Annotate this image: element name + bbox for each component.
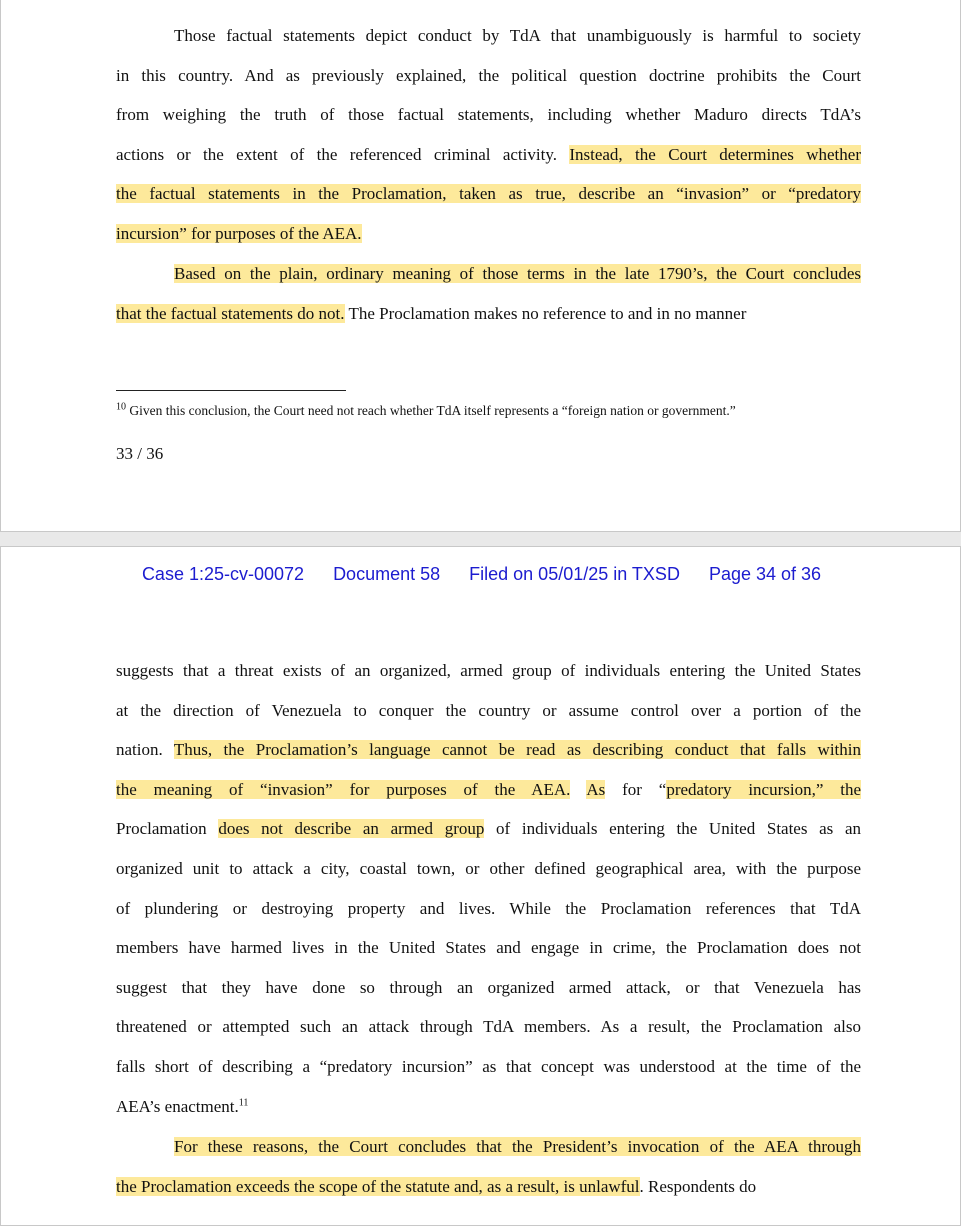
text-line <box>116 16 861 56</box>
highlighted-text: the Proclamation exceeds the scope of the statute and, as a result, is unlawful <box>116 1176 640 1196</box>
footnote-number: 10 <box>116 401 126 413</box>
page-number: 33 / 36 <box>116 444 164 463</box>
highlighted-text: that the factual statements do not. <box>116 303 345 323</box>
text-segment: at the direction of Venezuela to conquer the country or assume control over a portion of the <box>116 700 861 720</box>
text-segment: AEA’s enactment. <box>116 1096 239 1116</box>
text-line <box>116 1047 861 1087</box>
footnote-reference[interactable]: 11 <box>238 1096 249 1108</box>
text-segment: suggests that a threat exists of an organized, armed group of individuals entering the United States <box>116 661 861 680</box>
text-line <box>116 56 861 96</box>
text-segment: nation. <box>116 740 174 760</box>
text-line <box>116 1087 861 1127</box>
paragraph <box>116 651 861 1126</box>
text-line <box>116 691 861 731</box>
filed-date: Filed on 05/01/25 in TXSD <box>469 564 680 584</box>
text-line <box>116 809 861 849</box>
highlighted-text: Based on the plain, ordinary meaning of those terms in the late 1790’s, the Court concludes <box>174 264 861 283</box>
page-34 <box>0 546 961 1226</box>
highlighted-text: predatory incursion,” the <box>666 779 862 799</box>
text-line <box>116 968 861 1008</box>
case-header <box>1 564 961 585</box>
text-line <box>116 1007 861 1047</box>
text-line <box>116 651 861 691</box>
highlighted-text: Instead, the Court determines whether <box>569 144 861 164</box>
text-line <box>116 849 861 889</box>
highlighted-text: For these reasons, the Court concludes that the President’s invocation of the AEA through <box>174 1137 861 1156</box>
text-segment: of plundering or destroying property and lives. While the Proclamation references that TdA <box>116 898 861 918</box>
text-segment: in this country. And as previously explained, the political question doctrine prohibits the Court <box>116 65 861 85</box>
document-number: Document 58 <box>333 564 441 584</box>
text-segment: members have harmed lives in the United States and engage in crime, the Proclamation does not <box>116 938 861 958</box>
text-line <box>116 254 861 294</box>
text-line <box>116 730 861 770</box>
text-line <box>116 95 861 135</box>
page-33 <box>0 0 961 532</box>
text-line <box>116 135 861 175</box>
highlighted-text: the factual statements in the Proclamation, taken as true, describe an “invasion” or “predatory <box>116 184 861 204</box>
paragraph <box>116 16 861 254</box>
text-line <box>116 889 861 929</box>
page-indicator: Page 34 of 36 <box>708 564 822 584</box>
text-segment: threatened or attempted such an attack through TdA members. As a result, the Proclamation also <box>116 1017 861 1037</box>
text-segment <box>570 780 586 799</box>
text-line <box>116 294 861 334</box>
text-line <box>116 174 861 214</box>
footnote <box>116 401 861 421</box>
footnote-text: Given this conclusion, the Court need not reach whether TdA itself represents a “foreign nation or government.” <box>126 403 736 418</box>
text-line <box>116 770 861 810</box>
highlighted-text: As <box>586 779 606 799</box>
footnote-separator <box>116 390 346 391</box>
highlighted-text: incursion” for purposes of the AEA. <box>116 223 362 243</box>
text-segment: Those factual statements depict conduct by TdA that unambiguously is harmful to society <box>174 26 861 45</box>
text-segment: suggest that they have done so through an organized armed attack, or that Venezuela has <box>116 977 861 997</box>
highlighted-text: does not describe an armed group <box>218 819 485 839</box>
case-number: Case 1:25-cv-00072 <box>141 564 305 584</box>
text-segment: organized unit to attack a city, coastal town, or other defined geographical area, with the purpose <box>116 858 861 878</box>
text-segment: actions or the extent of the referenced criminal activity. <box>116 144 570 164</box>
text-line <box>116 1167 861 1207</box>
text-segment: Proclamation <box>116 819 219 839</box>
text-segment: . Respondents do <box>639 1176 757 1196</box>
text-segment: The Proclamation makes no reference to and in no manner <box>344 303 747 323</box>
text-line <box>116 928 861 968</box>
text-segment: from weighing the truth of those factual statements, including whether Maduro directs TdA’s <box>116 105 861 125</box>
highlighted-text: the meaning of “invasion” for purposes of the AEA. <box>116 779 571 799</box>
paragraph <box>116 1127 861 1206</box>
text-segment: falls short of describing a “predatory incursion” as that concept was understood at the time of the <box>116 1056 861 1076</box>
text-segment: for “ <box>605 779 667 799</box>
text-line <box>116 214 861 254</box>
text-line <box>116 1127 861 1167</box>
text-segment: of individuals entering the United States as an <box>484 819 862 839</box>
highlighted-text: Thus, the Proclamation’s language cannot be read as describing conduct that falls within <box>173 740 862 760</box>
paragraph <box>116 254 861 333</box>
